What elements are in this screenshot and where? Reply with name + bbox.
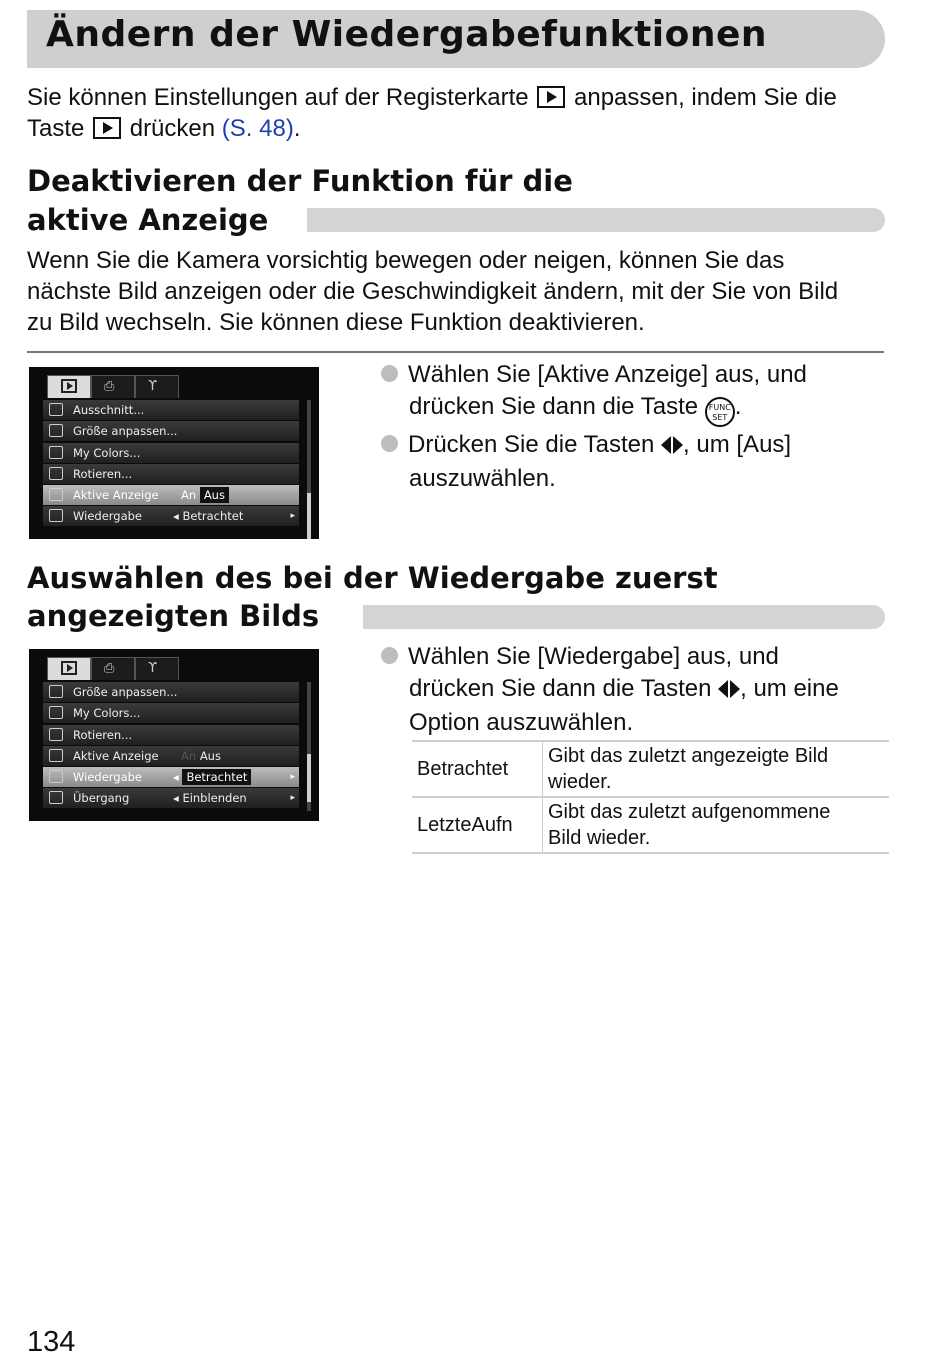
step-2-cont xyxy=(381,463,807,495)
resize-icon xyxy=(49,424,63,437)
transition-icon xyxy=(49,791,63,804)
screen2-menu-item xyxy=(43,703,299,723)
table-row xyxy=(412,797,889,853)
screen2-menu-item xyxy=(43,788,299,808)
screen1-menu-item xyxy=(43,443,299,463)
step-text: Wählen Sie [Aktive Anzeige] aus, und xyxy=(408,361,807,388)
rotate-icon xyxy=(49,728,63,741)
options-table-wrap xyxy=(412,740,889,854)
options-table xyxy=(412,740,889,854)
option-desc-line1: Gibt das zuletzt angezeigte Bild xyxy=(548,745,829,767)
menu-label: Größe anpassen... xyxy=(73,424,178,439)
intro-text-3: Taste xyxy=(27,115,85,142)
option-desc xyxy=(543,741,890,797)
print-icon: ⎙ xyxy=(104,379,115,394)
set-label: SET xyxy=(712,413,728,422)
menu-value-on: An xyxy=(181,488,197,503)
intro-paragraph xyxy=(27,82,837,144)
menu-value-on: An xyxy=(181,748,197,763)
screen1-menu-item xyxy=(43,464,299,484)
menu-label: Wiedergabe xyxy=(73,770,143,785)
active-display-icon xyxy=(49,488,63,501)
step-text: Wählen Sie [Wiedergabe] aus, und xyxy=(408,643,779,670)
crop-icon xyxy=(49,403,63,416)
screen1-scroll-thumb xyxy=(307,493,311,539)
section2-heading-line1: Auswählen des bei der Wiedergabe zuerst xyxy=(27,561,718,595)
screen2-scrollbar xyxy=(307,682,311,811)
menu-label: Aktive Anzeige xyxy=(73,748,159,763)
step-text: drücken Sie dann die Taste xyxy=(409,393,699,420)
step-text: , um [Aus] xyxy=(683,431,792,458)
resize-icon xyxy=(49,685,63,698)
section1-body-line3: zu Bild wechseln. Sie können diese Funktion deaktivieren. xyxy=(27,309,645,336)
menu-value-text: Betrachtet xyxy=(182,769,251,785)
option-desc-line1: Gibt das zuletzt aufgenommene xyxy=(548,801,831,823)
step-text: , um eine xyxy=(740,675,839,702)
menu-label: Wiedergabe xyxy=(73,509,143,524)
section2-steps xyxy=(381,641,839,739)
section1-heading-line1: Deaktivieren der Funktion für die xyxy=(27,164,573,198)
section2-heading-line2: angezeigten Bilds xyxy=(27,599,320,633)
camera-screen-2 xyxy=(29,649,319,821)
menu-label: Größe anpassen... xyxy=(73,685,178,699)
menu-value-off: Aus xyxy=(200,487,229,503)
step-2 xyxy=(381,429,807,463)
intro-text-2: anpassen, indem Sie die xyxy=(574,84,837,111)
print-icon: ⎙ xyxy=(104,661,115,676)
menu-label: My Colors... xyxy=(73,706,141,721)
menu-value: ◂ Betrachtet xyxy=(173,767,251,787)
screen1-menu-item-selected xyxy=(43,485,299,505)
menu-value xyxy=(181,485,229,505)
menu-label: Rotieren... xyxy=(73,727,133,742)
menu-value: ◂ Betrachtet xyxy=(173,509,244,524)
left-right-arrows-icon xyxy=(661,431,683,463)
option-desc-line2: Bild wieder. xyxy=(548,827,651,849)
section1-body-line1: Wenn Sie die Kamera vorsichtig bewegen oder neigen, können Sie das xyxy=(27,247,785,274)
table-row xyxy=(412,741,889,797)
left-right-arrows-icon xyxy=(718,675,740,707)
rotate-icon xyxy=(49,467,63,480)
option-desc xyxy=(543,797,890,853)
playback-icon xyxy=(49,509,63,522)
step-text: . xyxy=(734,393,742,420)
my-colors-icon xyxy=(49,446,63,459)
menu-value-off: Aus xyxy=(199,748,221,763)
screen2-tab-settings xyxy=(135,657,179,680)
section1-heading-bar xyxy=(307,208,885,232)
step-1-cont xyxy=(381,673,839,707)
menu-label: My Colors... xyxy=(73,445,141,460)
menu-value-text: Einblenden xyxy=(182,791,247,806)
settings-icon: ϒ xyxy=(148,661,158,676)
section1-heading-line2: aktive Anzeige xyxy=(27,203,269,237)
step-1-cont2 xyxy=(381,707,839,739)
screen1-menu-item xyxy=(43,506,299,526)
page-title: Ändern der Wiedergabefunktionen xyxy=(46,14,768,55)
active-display-icon xyxy=(49,749,63,762)
playback-icon xyxy=(49,770,63,783)
screen2-scroll-thumb xyxy=(307,754,311,802)
screen2-menu-item xyxy=(43,725,299,745)
option-key: Betrachtet xyxy=(412,741,543,797)
playback-tab-icon xyxy=(537,86,565,108)
bullet-icon xyxy=(381,435,398,452)
right-arrow-icon: ▸ xyxy=(290,772,295,783)
section1-steps xyxy=(381,359,807,495)
menu-label: Ausschnitt... xyxy=(73,403,145,417)
screen1-menu xyxy=(43,400,299,528)
menu-value: ◂ Einblenden xyxy=(173,791,247,806)
menu-label: Aktive Anzeige xyxy=(73,488,159,503)
step-text: drücken Sie dann die Tasten xyxy=(409,675,712,702)
menu-value xyxy=(181,746,221,766)
divider-rule xyxy=(27,351,884,353)
step-text: Option auszuwählen. xyxy=(409,709,634,736)
section1-body-line2: nächste Bild anzeigen oder die Geschwindigkeit ändern, mit der Sie von Bild xyxy=(27,278,839,305)
camera-screen-1 xyxy=(29,367,319,539)
step-1 xyxy=(381,359,807,391)
screen2-menu-item xyxy=(43,746,299,766)
screen1-menu-item xyxy=(43,400,299,420)
page-number: 134 xyxy=(27,1326,76,1358)
step-text: Drücken Sie die Tasten xyxy=(408,431,655,458)
screen1-scrollbar xyxy=(307,400,311,529)
intro-text-4: drücken xyxy=(129,115,216,142)
section1-body xyxy=(27,245,838,338)
playback-button-icon xyxy=(93,117,121,139)
menu-label: Rotieren... xyxy=(73,466,133,481)
screen2-menu xyxy=(43,682,299,810)
screen1-menu-item xyxy=(43,421,299,441)
option-desc-line2: wieder. xyxy=(548,771,612,793)
intro-end: . xyxy=(293,115,301,142)
menu-value-text: Betrachtet xyxy=(182,509,244,524)
my-colors-icon xyxy=(49,706,63,719)
right-arrow-icon: ▸ xyxy=(290,793,295,804)
settings-icon: ϒ xyxy=(148,379,158,394)
step-text: auszuwählen. xyxy=(409,465,556,492)
page-reference-link[interactable]: (S. 48) xyxy=(221,115,294,142)
play-icon xyxy=(61,379,77,393)
screen1-tab-print xyxy=(91,375,135,398)
screen2-tab-print xyxy=(91,657,135,680)
screen2-tab-playback xyxy=(47,657,91,680)
section2-heading-bar xyxy=(363,605,885,629)
screen1-tab-settings xyxy=(135,375,179,398)
bullet-icon xyxy=(381,647,398,664)
func-set-button-icon xyxy=(705,397,735,427)
intro-text-1: Sie können Einstellungen auf der Registerkarte xyxy=(27,84,529,111)
menu-label: Übergang xyxy=(73,791,130,806)
bullet-icon xyxy=(381,365,398,382)
option-key: LetzteAufn xyxy=(412,797,543,853)
right-arrow-icon: ▸ xyxy=(290,511,295,522)
play-icon xyxy=(61,661,77,675)
step-1-cont xyxy=(381,391,807,427)
screen2-menu-item-selected xyxy=(43,767,299,787)
screen2-menu-item xyxy=(43,682,299,702)
func-label: FUNC xyxy=(708,403,731,412)
step-1 xyxy=(381,641,839,673)
screen1-tab-playback xyxy=(47,375,91,398)
